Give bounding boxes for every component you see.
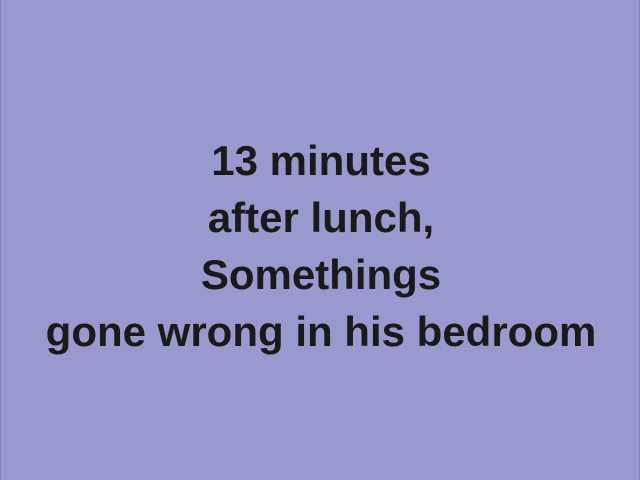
caption-line-1: 13 minutes (211, 137, 431, 184)
caption-line-2: after lunch, (207, 194, 435, 241)
caption-line-4: gone wrong in his bedroom (45, 308, 597, 355)
caption-line-3: Somethings (200, 251, 442, 298)
caption-text (1, 132, 640, 360)
